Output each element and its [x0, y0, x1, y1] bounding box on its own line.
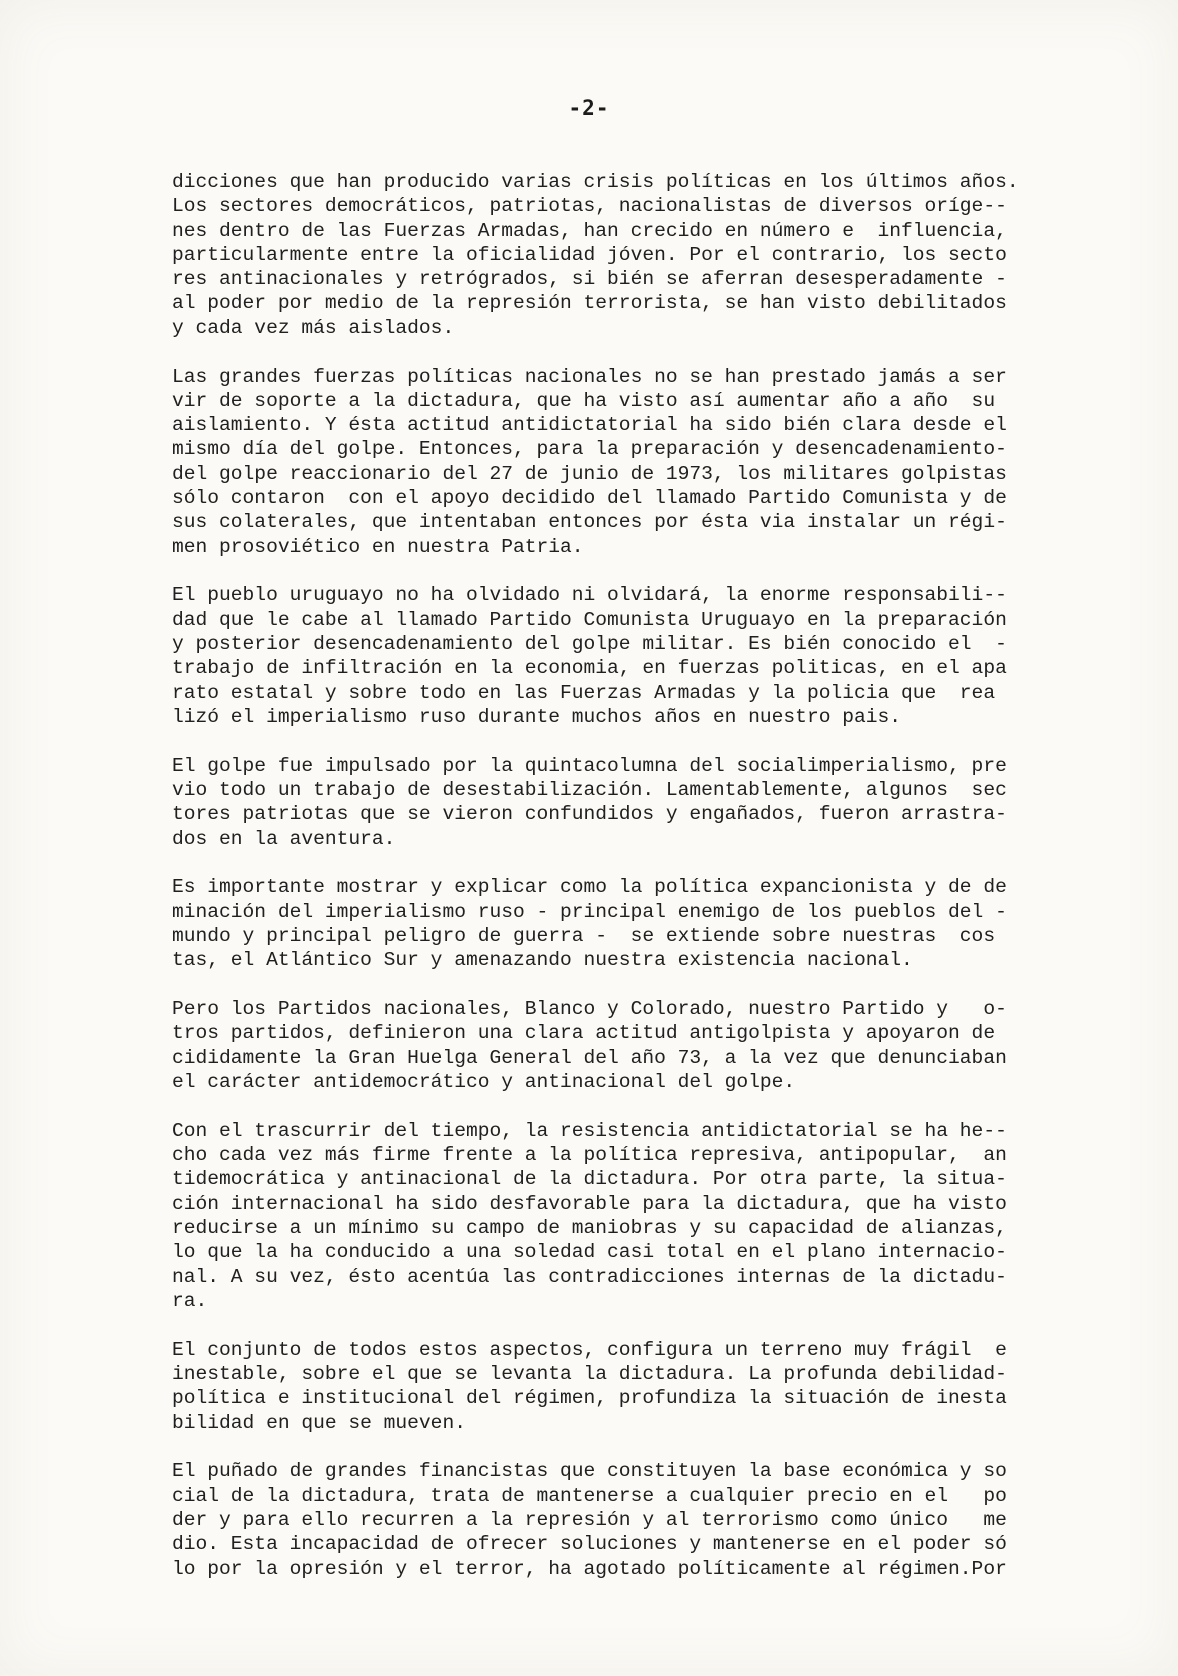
text-line: rato estatal y sobre todo en las Fuerzas Armadas y la policia que rea — [172, 681, 996, 704]
text-line: dos en la aventura. — [172, 827, 396, 850]
text-line: El puñado de grandes financistas que constituyen la base económica y so — [172, 1460, 1007, 1483]
text-line: lizó el imperialismo ruso durante muchos años en nuestro pais. — [172, 705, 902, 728]
paragraph — [172, 583, 1032, 729]
page-number: -2- — [568, 96, 610, 120]
text-line: tidemocrática y antinacional de la dictadura. Por otra parte, la situa- — [172, 1168, 1007, 1191]
text-line: particularmente entre la oficialidad jóven. Por el contrario, los secto — [172, 243, 1007, 266]
text-line: del golpe reaccionario del 27 de junio de 1973, los militares golpistas — [172, 462, 1007, 485]
text-line: dad que le cabe al llamado Partido Comunista Uruguayo en la preparación — [172, 608, 1007, 631]
paragraph — [172, 365, 1032, 559]
text-line: minación del imperialismo ruso - principal enemigo de los pueblos del - — [172, 900, 1007, 923]
text-line: nal. A su vez, ésto acentúa las contradicciones internas de la dictadu- — [172, 1265, 1007, 1288]
text-line: sus colaterales, que intentaban entonces por ésta via instalar un régi- — [172, 511, 1007, 534]
text-line: cial de la dictadura, trata de mantenerse a cualquier precio en el po — [172, 1484, 1007, 1507]
text-line: al poder por medio de la represión terrorista, se han visto debilitados — [172, 292, 1007, 315]
text-line: mundo y principal peligro de guerra - se extiende sobre nuestras cos — [172, 925, 996, 948]
paragraph — [172, 754, 1032, 851]
text-line: Con el trascurrir del tiempo, la resistencia antidictatorial se ha he-- — [172, 1119, 1007, 1142]
text-line: tores patriotas que se vieron confundidos y engañados, fueron arrastra- — [172, 803, 1007, 826]
text-line: reducirse a un mínimo su campo de maniobras y su capacidad de alianzas, — [172, 1216, 1007, 1239]
text-line: Las grandes fuerzas políticas nacionales no se han prestado jamás a ser — [172, 365, 1007, 388]
text-line: lo que la ha conducido a una soledad casi total en el plano internacio- — [172, 1241, 1007, 1264]
text-line: El golpe fue impulsado por la quintacolumna del socialimperialismo, pre — [172, 754, 1007, 777]
text-line: el carácter antidemocrático y antinacional del golpe. — [172, 1071, 796, 1093]
text-line: ra. — [172, 1289, 208, 1312]
text-line: ción internacional ha sido desfavorable para la dictadura, que ha visto — [172, 1192, 1007, 1215]
text-line: lo por la opresión y el terror, ha agotado políticamente al régimen.Por — [172, 1557, 1007, 1580]
text-line: trabajo de infiltración en la economia, en fuerzas politicas, en el apa — [172, 657, 1007, 680]
text-line: Los sectores democráticos, patriotas, nacionalistas de diversos oríge-- — [172, 195, 1007, 218]
text-line: vio todo un trabajo de desestabilización. Lamentablemente, algunos sec — [172, 779, 1007, 802]
text-line: Pero los Partidos nacionales, Blanco y Colorado, nuestro Partido y o- — [172, 998, 1007, 1021]
text-line: dicciones que han producido varias crisis políticas en los últimos años. — [172, 171, 1019, 193]
text-line: cididamente la Gran Huelga General del año 73, a la vez que denunciaban — [172, 1046, 1007, 1069]
text-line: y posterior desencadenamiento del golpe militar. Es bién conocido el - — [172, 633, 1007, 656]
text-line: res antinacionales y retrógrados, si bién se aferran desesperadamente - — [172, 268, 1007, 291]
text-line: cho cada vez más firme frente a la política represiva, antipopular, an — [172, 1144, 1007, 1167]
document-body — [172, 170, 1032, 1605]
text-line: El conjunto de todos estos aspectos, configura un terreno muy frágil e — [172, 1338, 1007, 1361]
text-line: tas, el Atlántico Sur y amenazando nuestra existencia nacional. — [172, 949, 913, 972]
text-line: tros partidos, definieron una clara actitud antigolpista y apoyaron de — [172, 1022, 996, 1045]
text-line: política e institucional del régimen, profundiza la situación de inesta — [172, 1387, 1007, 1410]
text-line: vir de soporte a la dictadura, que ha visto así aumentar año a año su — [172, 389, 996, 412]
text-line: inestable, sobre el que se levanta la dictadura. La profunda debilidad- — [172, 1362, 1007, 1385]
text-line: y cada vez más aislados. — [172, 316, 455, 339]
paragraph — [172, 1459, 1032, 1580]
text-line: sólo contaron con el apoyo decidido del llamado Partido Comunista y de — [172, 487, 1007, 510]
paragraph — [172, 875, 1032, 972]
text-line: aislamiento. Y ésta actitud antidictatorial ha sido bién clara desde el — [172, 414, 1007, 437]
text-line: Es importante mostrar y explicar como la política expancionista y de de — [172, 876, 1007, 899]
text-line: dio. Esta incapacidad de ofrecer soluciones y mantenerse en el poder só — [172, 1533, 1007, 1556]
text-line: der y para ello recurren a la represión y al terrorismo como único me — [172, 1508, 1007, 1531]
text-line: bilidad en que se mueven. — [172, 1411, 466, 1434]
paragraph — [172, 997, 1032, 1094]
paragraph — [172, 1119, 1032, 1313]
text-line: El pueblo uruguayo no ha olvidado ni olvidará, la enorme responsabili-- — [172, 584, 1007, 607]
text-line: men prosoviético en nuestra Patria. — [172, 535, 584, 558]
paragraph — [172, 1338, 1032, 1435]
paragraph — [172, 170, 1032, 340]
text-line: nes dentro de las Fuerzas Armadas, han crecido en número e influencia, — [172, 219, 1007, 242]
text-line: mismo día del golpe. Entonces, para la preparación y desencadenamiento- — [172, 438, 1007, 461]
